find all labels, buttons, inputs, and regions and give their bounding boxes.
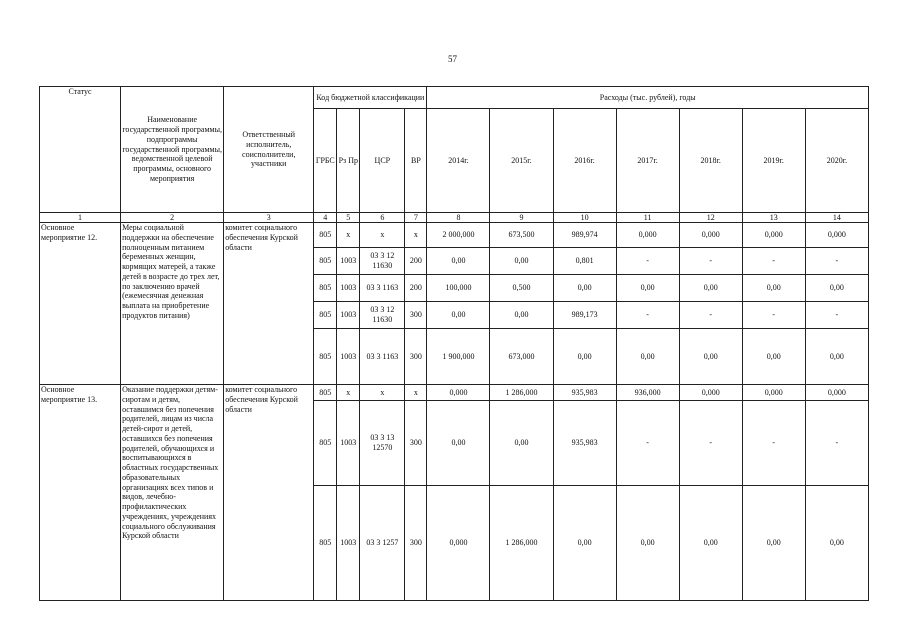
measure-executor: комитет социального обеспечения Курской области — [224, 223, 314, 385]
cell-value: 2 000,000 — [427, 223, 490, 248]
cell-value: - — [805, 248, 868, 275]
cell-value: 1 900,000 — [427, 329, 490, 385]
cell-vr: 200 — [405, 248, 427, 275]
cell-grbs: 805 — [314, 329, 337, 385]
column-number: 9 — [490, 213, 553, 223]
cell-value: 989,974 — [553, 223, 616, 248]
cell-value: 0,00 — [427, 302, 490, 329]
header-year: 2015г. — [490, 109, 553, 213]
cell-grbs: 805 — [314, 248, 337, 275]
cell-value: 0,00 — [490, 401, 553, 486]
cell-rzpr: 1003 — [337, 248, 360, 275]
cell-value: 0,00 — [553, 275, 616, 302]
cell-vr: 300 — [405, 401, 427, 486]
cell-value: 0,00 — [427, 401, 490, 486]
cell-value: 0,000 — [427, 385, 490, 401]
cell-value: - — [679, 401, 742, 486]
cell-rzpr: 1003 — [337, 486, 360, 601]
measure-name: Оказание поддержки детям-сиротам и детям, оставшимся без попечения родителей, лицам из числа детей-сирот и детей, оставшихся без попечения родителей, обучающихся и воспитывающихся в областных государственных образовательных организациях всех типов и видов, лечебно-профилактических учреждениях, учреждениях социального обслуживания Курской области — [121, 385, 224, 601]
cell-vr: 300 — [405, 486, 427, 601]
cell-value: - — [742, 302, 805, 329]
measure-status: Основное мероприятие 12. — [40, 223, 121, 385]
cell-value: 0,00 — [742, 486, 805, 601]
header-year: 2017г. — [616, 109, 679, 213]
cell-value: 100,000 — [427, 275, 490, 302]
header-csr: ЦСР — [360, 109, 405, 213]
cell-value: 0,00 — [805, 486, 868, 601]
measure-executor: комитет социального обеспечения Курской области — [224, 385, 314, 601]
header-name: Наименование государственной программы, подпрограммы государственной программы, ведомственной целевой программы, основного мероприятия — [121, 87, 224, 213]
cell-value: 673,000 — [490, 329, 553, 385]
header-rzpr: Рз Пр — [337, 109, 360, 213]
cell-grbs: 805 — [314, 486, 337, 601]
cell-grbs: 805 — [314, 223, 337, 248]
cell-value: 1 286,000 — [490, 385, 553, 401]
cell-grbs: 805 — [314, 302, 337, 329]
cell-vr: 300 — [405, 302, 427, 329]
cell-rzpr: 1003 — [337, 401, 360, 486]
column-number: 3 — [224, 213, 314, 223]
header-year: 2020г. — [805, 109, 868, 213]
cell-value: - — [679, 302, 742, 329]
cell-value: 0,000 — [742, 223, 805, 248]
cell-value: 0,00 — [679, 486, 742, 601]
page-number: 57 — [448, 54, 457, 64]
cell-value: 0,00 — [742, 329, 805, 385]
cell-vr: 200 — [405, 275, 427, 302]
column-number: 4 — [314, 213, 337, 223]
cell-value: 0,500 — [490, 275, 553, 302]
column-number-row — [40, 213, 869, 223]
cell-value: - — [805, 401, 868, 486]
cell-rzpr: x — [337, 385, 360, 401]
cell-value: 0,00 — [553, 329, 616, 385]
cell-value: 0,00 — [616, 486, 679, 601]
column-number: 1 — [40, 213, 121, 223]
header-grbs: ГРБС — [314, 109, 337, 213]
cell-value: 0,00 — [742, 275, 805, 302]
column-number: 2 — [121, 213, 224, 223]
table-row — [40, 223, 869, 248]
cell-value: 0,00 — [805, 275, 868, 302]
header-year: 2018г. — [679, 109, 742, 213]
cell-value: 0,00 — [490, 302, 553, 329]
budget-table — [39, 86, 869, 601]
cell-value: - — [742, 401, 805, 486]
measure-status: Основное мероприятие 13. — [40, 385, 121, 601]
table-row — [40, 385, 869, 401]
cell-csr: x — [360, 385, 405, 401]
cell-value: - — [679, 248, 742, 275]
cell-value: 0,00 — [679, 275, 742, 302]
cell-value: 673,500 — [490, 223, 553, 248]
cell-csr: 03 3 1257 — [360, 486, 405, 601]
cell-value: 0,00 — [553, 486, 616, 601]
cell-vr: x — [405, 223, 427, 248]
header-year: 2019г. — [742, 109, 805, 213]
header-code-group: Код бюджетной классификации — [314, 87, 427, 109]
cell-value: 0,000 — [742, 385, 805, 401]
cell-value: - — [805, 302, 868, 329]
cell-value: - — [742, 248, 805, 275]
column-number: 12 — [679, 213, 742, 223]
cell-value: 935,983 — [553, 401, 616, 486]
measure-name: Меры социальной поддержки на обеспечение полноценным питанием беременных женщин, кормящих матерей, а также детей в возрасте до трех лет, по заключению врачей (ежемесячная денежная выплата на приобретение продуктов питания) — [121, 223, 224, 385]
column-number: 6 — [360, 213, 405, 223]
cell-csr: 03 3 1163 — [360, 329, 405, 385]
cell-vr: 300 — [405, 329, 427, 385]
cell-csr: 03 3 12 11630 — [360, 302, 405, 329]
cell-value: 936,000 — [616, 385, 679, 401]
cell-value: 0,000 — [679, 385, 742, 401]
cell-value: 0,00 — [427, 248, 490, 275]
header-year: 2016г. — [553, 109, 616, 213]
column-number: 14 — [805, 213, 868, 223]
cell-value: 935,983 — [553, 385, 616, 401]
cell-value: 0,000 — [805, 223, 868, 248]
header-expenses-group: Расходы (тыс. рублей), годы — [427, 87, 869, 109]
cell-value: 1 286,000 — [490, 486, 553, 601]
column-number: 5 — [337, 213, 360, 223]
cell-csr: 03 3 13 12570 — [360, 401, 405, 486]
header-vr: ВР — [405, 109, 427, 213]
cell-rzpr: 1003 — [337, 302, 360, 329]
cell-csr: 03 3 12 11630 — [360, 248, 405, 275]
cell-vr: x — [405, 385, 427, 401]
cell-rzpr: x — [337, 223, 360, 248]
cell-value: 0,00 — [805, 329, 868, 385]
cell-value: 0,00 — [679, 329, 742, 385]
cell-value: 0,00 — [616, 329, 679, 385]
column-number: 7 — [405, 213, 427, 223]
cell-value: 0,801 — [553, 248, 616, 275]
cell-value: 0,000 — [805, 385, 868, 401]
cell-grbs: 805 — [314, 385, 337, 401]
cell-csr: 03 3 1163 — [360, 275, 405, 302]
cell-value: 989,173 — [553, 302, 616, 329]
column-number: 11 — [616, 213, 679, 223]
cell-value: - — [616, 302, 679, 329]
cell-csr: x — [360, 223, 405, 248]
cell-value: 0,00 — [616, 275, 679, 302]
cell-value: - — [616, 401, 679, 486]
cell-rzpr: 1003 — [337, 275, 360, 302]
cell-value: 0,000 — [679, 223, 742, 248]
column-number: 10 — [553, 213, 616, 223]
cell-value: 0,00 — [490, 248, 553, 275]
cell-grbs: 805 — [314, 275, 337, 302]
cell-value: - — [616, 248, 679, 275]
cell-value: 0,000 — [616, 223, 679, 248]
cell-rzpr: 1003 — [337, 329, 360, 385]
header-year: 2014г. — [427, 109, 490, 213]
header-executor: Ответственный исполнитель, соисполнители, участники — [224, 87, 314, 213]
cell-value: 0,000 — [427, 486, 490, 601]
column-number: 8 — [427, 213, 490, 223]
header-status: Статус — [40, 87, 121, 213]
cell-grbs: 805 — [314, 401, 337, 486]
column-number: 13 — [742, 213, 805, 223]
